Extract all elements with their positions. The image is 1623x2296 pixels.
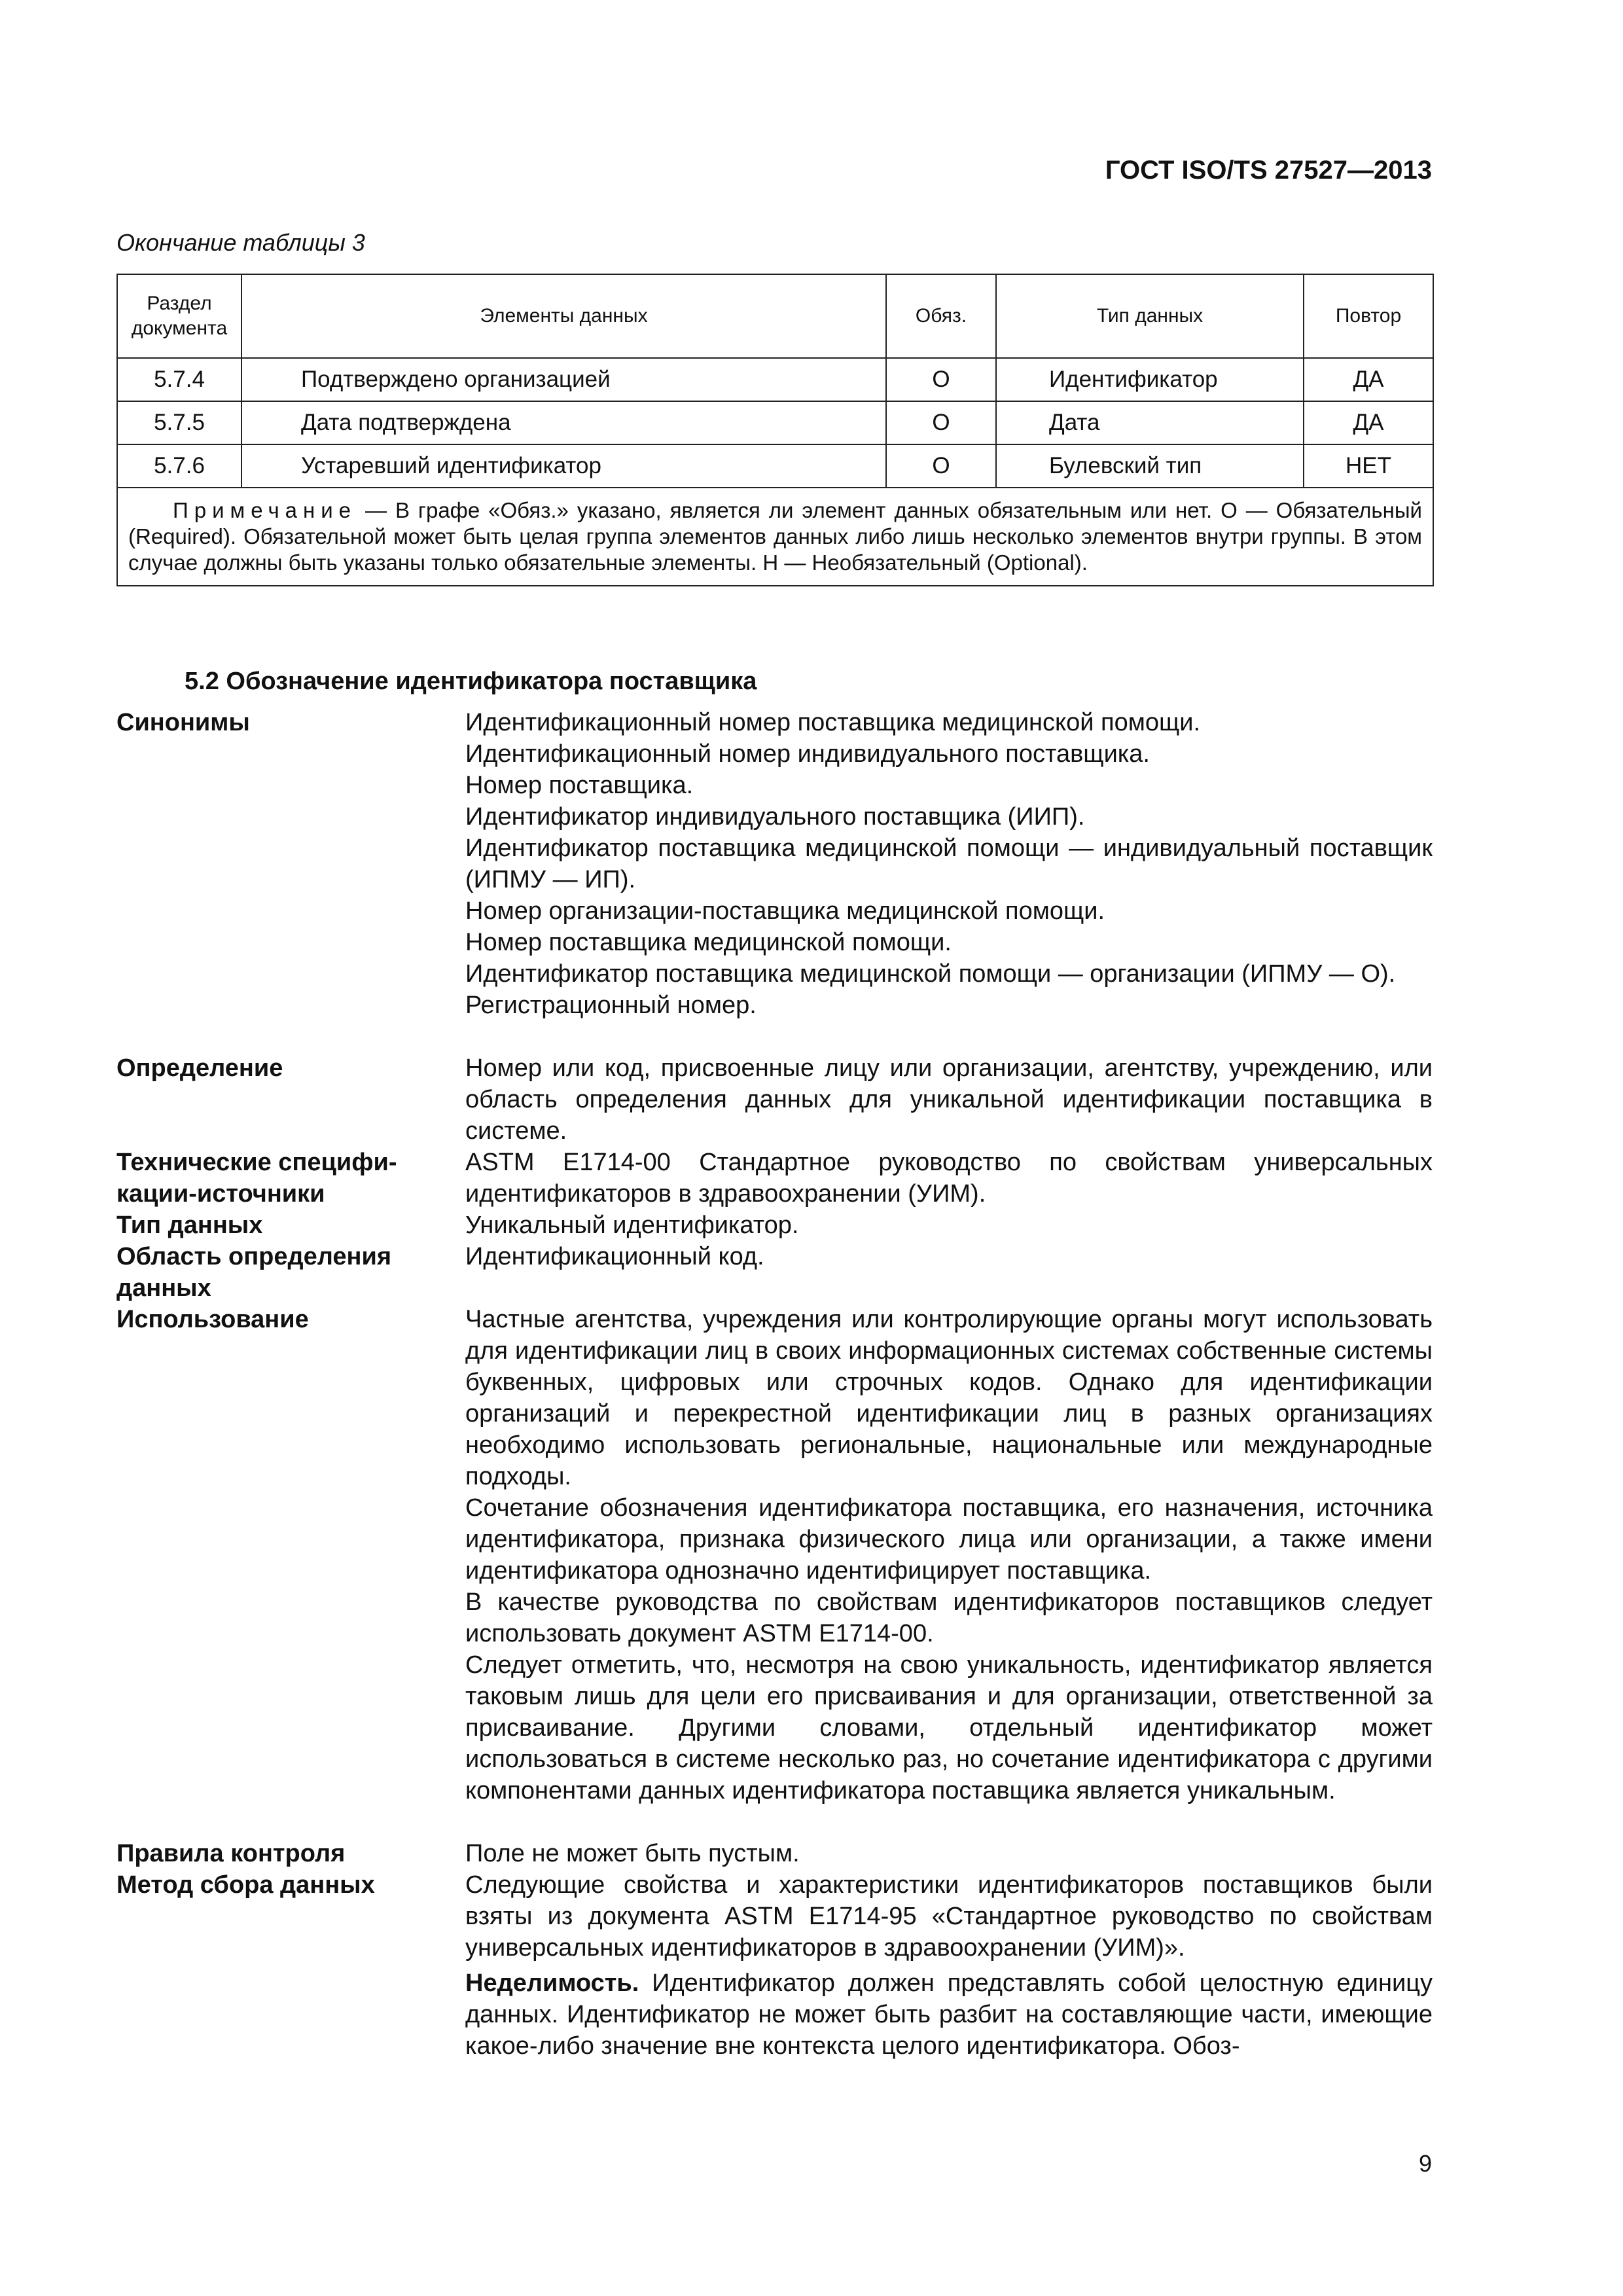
synonym-line: Идентификатор поставщика медицинской помощи — индивидуальный поставщик (ИПМУ — ИП). xyxy=(465,834,1433,893)
table-row xyxy=(117,401,1433,444)
field-value: Поле не может быть пустым. xyxy=(465,1840,800,1867)
field-value xyxy=(465,707,1433,1021)
collection-paragraph: Следующие свойства и характеристики идентификаторов поставщиков были взяты из документа ASTM E1714-95 «Стандартное руководство по свойствам универсальных идентификаторов в здравоохранении (УИМ)». xyxy=(465,1871,1433,1962)
cell-section: 5.7.5 xyxy=(117,401,241,444)
column-header: Тип данных xyxy=(996,274,1304,358)
table-row xyxy=(117,358,1433,401)
synonym-line: Номер поставщика. xyxy=(465,772,694,799)
column-header: Повтор xyxy=(1304,274,1433,358)
synonym-line: Идентификатор индивидуального поставщика (ИИП). xyxy=(465,803,1085,831)
cell-required: О xyxy=(886,358,996,401)
cell-repeat: НЕТ xyxy=(1304,444,1433,488)
field-label: Метод сбора данных xyxy=(116,1871,375,1899)
synonym-line: Идентификационный номер поставщика медицинской помощи. xyxy=(465,709,1201,736)
synonym-line: Номер поставщика медицинской помощи. xyxy=(465,929,952,956)
synonym-line: Регистрационный номер. xyxy=(465,992,757,1019)
field-value: Идентификационный код. xyxy=(465,1243,764,1270)
usage-paragraph: Частные агентства, учреждения или контролирующие органы могут использовать для идентификации лиц в своих информационных системах собственные системы буквенных, цифровых или строчных кодов. Однако для идентификации организаций и перекрестной идентификации лиц в разных организациях необходимо использовать региональные, национальные или международные подходы. xyxy=(465,1306,1433,1490)
note-text: — В графе «Обяз.» указано, является ли элемент данных обязательным или нет. О — Обязательный (Required). Обязательной может быть целая группа элементов данных либо лишь несколько элементов внутри группы. В этом случае должны быть указаны только обязательные элементы. Н — Необязательный (Optional). xyxy=(128,498,1422,575)
note-label: Примечание xyxy=(173,498,357,522)
cell-type: Идентификатор xyxy=(996,358,1304,401)
synonym-line: Идентификационный номер индивидуального поставщика. xyxy=(465,740,1150,768)
usage-paragraph: В качестве руководства по свойствам идентификаторов поставщиков следует использовать документ ASTM E1714-00. xyxy=(465,1588,1433,1647)
table-row xyxy=(117,444,1433,488)
bold-term: Неделимость. xyxy=(465,1969,639,1997)
column-header: Раздел документа xyxy=(117,274,241,358)
usage-paragraph: Сочетание обозначения идентификатора поставщика, его назначения, источника идентификатора, признака физического лица или организации, а также имени идентификатора однозначно идентифицирует поставщика. xyxy=(465,1494,1433,1585)
cell-type: Булевский тип xyxy=(996,444,1304,488)
cell-element: Устаревший идентификатор xyxy=(241,444,886,488)
synonym-line: Идентификатор поставщика медицинской помощи — организации (ИПМУ — О). xyxy=(465,960,1396,988)
cell-repeat: ДА xyxy=(1304,401,1433,444)
field-label: Технические специфи-кации-источники xyxy=(116,1149,397,1208)
cell-repeat: ДА xyxy=(1304,358,1433,401)
field-value: Номер или код, присвоенные лицу или организации, агентству, учреждению, или область определения данных для уникальной идентификации поставщика в системе. xyxy=(465,1054,1433,1145)
field-value: ASTM E1714-00 Стандартное руководство по свойствам универсальных идентификаторов в здравоохранении (УИМ). xyxy=(465,1149,1433,1208)
column-header: Обяз. xyxy=(886,274,996,358)
cell-required: О xyxy=(886,401,996,444)
field-label: Определение xyxy=(116,1054,283,1082)
collection-continuation: Идентификатор должен представлять собой целостную единицу данных. Идентификатор не может быть разбит на составляющие части, имеющие какое-либо значение вне контекста целого идентификатора. Обоз- xyxy=(465,1969,1433,2060)
document-standard-header: ГОСТ ISO/TS 27527—2013 xyxy=(1105,156,1432,185)
synonym-line: Номер организации-поставщика медицинской помощи. xyxy=(465,897,1105,925)
field-label: Использование xyxy=(116,1306,309,1333)
table-note xyxy=(117,488,1433,586)
column-header: Элементы данных xyxy=(241,274,886,358)
field-label: Синонимы xyxy=(116,709,250,736)
table-caption: Окончание таблицы 3 xyxy=(116,229,365,256)
cell-type: Дата xyxy=(996,401,1304,444)
cell-section: 5.7.4 xyxy=(117,358,241,401)
collection-paragraph xyxy=(465,1967,1433,2062)
field-value: Уникальный идентификатор. xyxy=(465,1211,799,1239)
field-value xyxy=(465,1869,1433,2062)
table-header-row xyxy=(117,274,1433,358)
cell-element: Дата подтверждена xyxy=(241,401,886,444)
field-label: Тип данных xyxy=(116,1211,263,1239)
table-note-row xyxy=(117,488,1433,586)
data-elements-table xyxy=(116,274,1434,586)
section-title: 5.2 Обозначение идентификатора поставщика xyxy=(185,668,757,695)
field-label: Область определения данных xyxy=(116,1243,392,1302)
field-label: Правила контроля xyxy=(116,1840,346,1867)
cell-required: О xyxy=(886,444,996,488)
cell-element: Подтверждено организацией xyxy=(241,358,886,401)
usage-paragraph: Следует отметить, что, несмотря на свою уникальность, идентификатор является таковым лишь для цели его присваивания и для организации, ответственной за присваивание. Другими словами, отдельный идентификатор может использоваться в системе несколько раз, но сочетание идентификатора с другими компонентами данных идентификатора поставщика является уникальным. xyxy=(465,1651,1433,1804)
cell-section: 5.7.6 xyxy=(117,444,241,488)
field-value xyxy=(465,1304,1433,1806)
page-number: 9 xyxy=(1418,2150,1432,2177)
